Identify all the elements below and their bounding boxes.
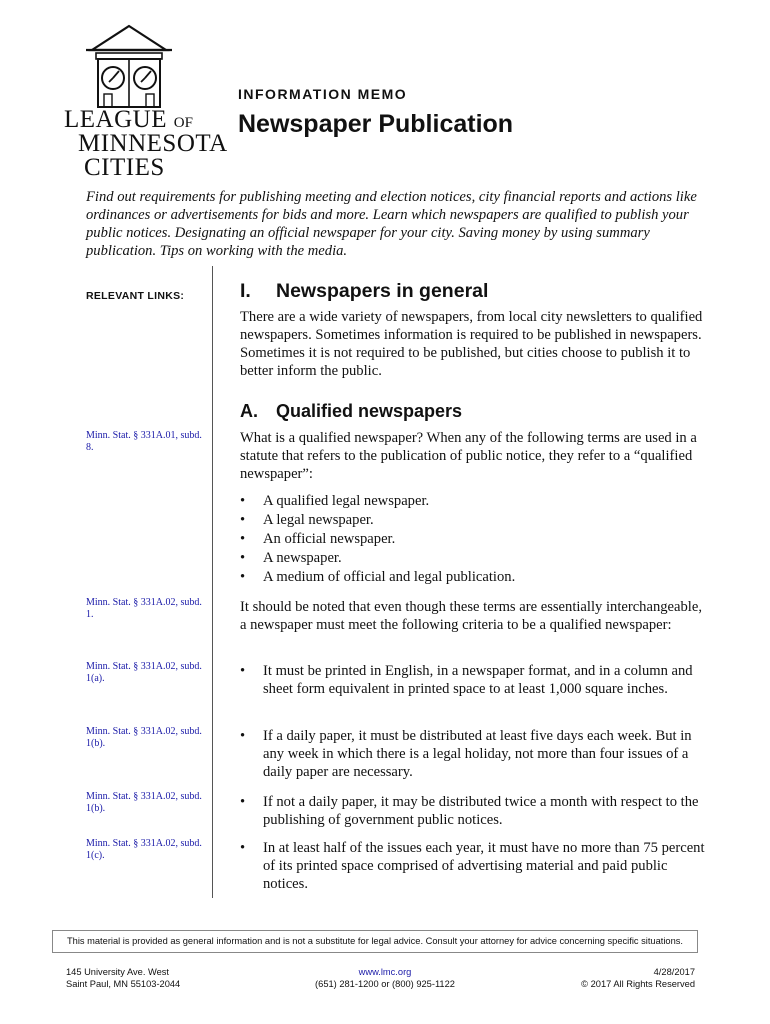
section-heading-qualified-newspapers	[240, 401, 462, 422]
bullet: •	[240, 493, 246, 509]
list-item: • If not a daily paper, it may be distributed twice a month with respect to the publishing of government public notices.	[240, 794, 699, 828]
clock-tower-icon	[84, 24, 174, 110]
logo-of-text: OF	[173, 115, 193, 131]
footer-address	[66, 966, 180, 990]
bullet: •	[240, 569, 246, 585]
memo-date: 4/28/2017	[653, 967, 695, 977]
memo-type-label: INFORMATION MEMO	[238, 86, 408, 102]
terms-list	[240, 492, 710, 587]
statute-link[interactable]: Minn. Stat. § 331A.02, subd. 1.	[86, 597, 202, 620]
section-paragraph: What is a qualified newspaper? When any of the following terms are used in a statute that refers to the publication of public notice, they refer to a “qualified newspaper”:	[240, 430, 697, 482]
list-item: • A medium of official and legal publication.	[240, 569, 516, 585]
section-paragraph: There are a wide variety of newspapers, from local city newsletters to qualified newspapers. Sometimes information is required to be published in newspapers. Sometimes it is not required to be published, but cities choose to publish it to better inform the public.	[240, 309, 703, 379]
page-title: Newspaper Publication	[238, 110, 514, 138]
bullet: •	[240, 663, 246, 679]
address-line: 145 University Ave. West	[66, 967, 170, 977]
bullet: •	[240, 794, 246, 810]
footer-date	[520, 966, 695, 990]
bullet: •	[240, 531, 246, 547]
list-item: • It must be printed in English, in a newspaper format, and in a column and sheet form equivalent in printed space to at least 1,000 square inches.	[240, 663, 693, 697]
statute-link[interactable]: Minn. Stat. § 331A.01, subd. 8.	[86, 430, 202, 453]
bullet: •	[240, 840, 246, 856]
statute-link[interactable]: Minn. Stat. § 331A.02, subd. 1(c).	[86, 838, 202, 861]
section-title: Qualified newspapers	[276, 401, 463, 421]
legal-disclaimer: This material is provided as general information and is not a substitute for legal advice. Consult your attorney for advice concerning specific situations.	[52, 930, 698, 953]
section-title: Newspapers in general	[276, 280, 489, 302]
bullet: •	[240, 728, 246, 744]
list-item: • A legal newspaper.	[240, 512, 374, 528]
list-item: • If a daily paper, it must be distributed at least five days each week. But in any week in which there is a legal holiday, not more than four issues of a daily paper are necessary.	[240, 728, 692, 780]
statute-link[interactable]: Minn. Stat. § 331A.02, subd. 1(b).	[86, 726, 202, 749]
relevant-links-heading: RELEVANT LINKS:	[86, 290, 185, 302]
intro-summary: Find out requirements for publishing meeting and election notices, city financial reports and actions like ordinances or advertisements for bids and more. Learn which newspapers are qualified to publish your public notices. Designating an official newspaper for your city. Saving money by using summary publication. Tips on working with the media.	[86, 189, 697, 259]
list-item: • An official newspaper.	[240, 531, 396, 547]
section-paragraph: It should be noted that even though these terms are essentially interchangeable, a newspaper must meet the following criteria to be a qualified newspaper:	[240, 599, 702, 633]
copyright: © 2017 All Rights Reserved	[581, 979, 695, 989]
bullet: •	[240, 512, 246, 528]
section-number: A.	[240, 401, 258, 421]
list-item: • A qualified legal newspaper.	[240, 493, 430, 509]
logo-minnesota-text: MINNESOTA	[78, 130, 228, 157]
list-item: • A newspaper.	[240, 550, 342, 566]
league-logo	[62, 24, 228, 181]
column-divider	[212, 266, 213, 898]
footer-contact	[260, 966, 510, 990]
bullet: •	[240, 550, 246, 566]
logo-cities-text: CITIES	[84, 154, 165, 181]
address-line: Saint Paul, MN 55103-2044	[66, 979, 181, 989]
website-link[interactable]: www.lmc.org	[358, 967, 412, 977]
logo-league-text: LEAGUE	[64, 106, 167, 133]
statute-link[interactable]: Minn. Stat. § 331A.02, subd. 1(b).	[86, 791, 202, 814]
statute-link[interactable]: Minn. Stat. § 331A.02, subd. 1(a).	[86, 661, 202, 684]
section-heading-newspapers-in-general	[240, 280, 488, 303]
section-number: I.	[240, 280, 251, 302]
list-item: • In at least half of the issues each year, it must have no more than 75 percent of its printed space comprised of advertising material and paid public notices.	[240, 840, 705, 892]
phone-numbers: (651) 281-1200 or (800) 925-1122	[315, 979, 455, 989]
